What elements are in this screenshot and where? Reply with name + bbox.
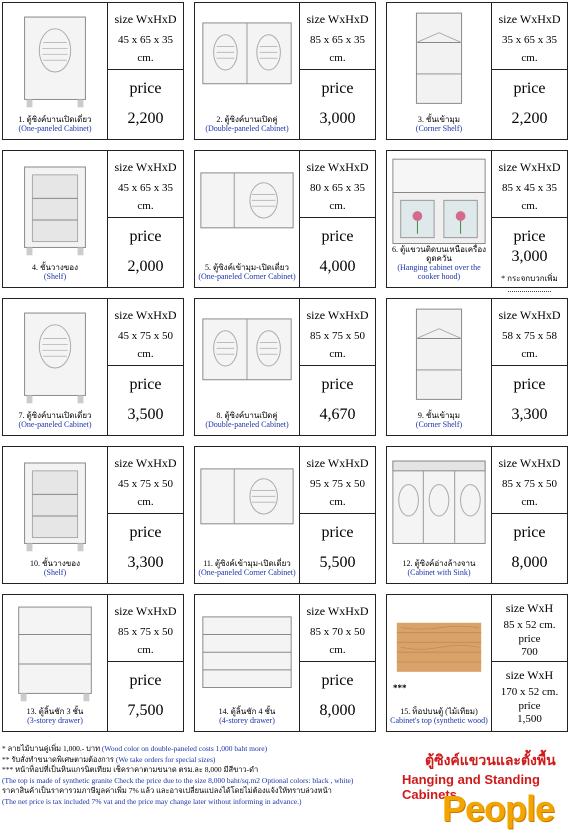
item-caption-th: 5. ตู้ซิงค์เข้ามุม-เปิดเดี่ยว	[205, 263, 289, 272]
size-label: size WxHxD	[306, 456, 369, 470]
item-9-cell	[384, 296, 574, 440]
item-price: 3,000	[511, 248, 548, 265]
item-caption-en: (Shelf)	[43, 568, 67, 577]
item-caption-en: (One-paneled Corner Cabinet)	[198, 272, 296, 281]
item-size-box	[300, 446, 376, 514]
item-size-box	[300, 2, 376, 70]
size-label: size WxHxD	[498, 12, 561, 26]
item-caption-en: (Corner Shelf)	[415, 420, 463, 429]
item-size: 95 x 75 x 50	[310, 478, 365, 490]
item-size-box	[108, 298, 184, 366]
item-size-box	[108, 594, 184, 662]
price-label: price	[321, 672, 354, 689]
item-picture	[194, 298, 300, 436]
item-price: 8,000	[511, 554, 548, 571]
item-price-box	[108, 366, 184, 436]
item-caption	[387, 245, 491, 281]
item-price-box: price 3,000 * กระจกบวกเพิ่ม ......................	[492, 218, 568, 288]
item-picture	[2, 446, 108, 584]
brand-logo: People	[442, 788, 555, 829]
size-label: size WxHxD	[114, 160, 177, 174]
item-size-box	[492, 298, 568, 366]
item-caption-en: (Cabinet with Sink)	[407, 568, 471, 577]
footnote-4-en: (The net price is tax included 7% vat and the price may change later without informing in advance.)	[2, 796, 302, 806]
item-picture	[2, 2, 108, 140]
item-size-box	[300, 298, 376, 366]
item-caption	[3, 411, 107, 429]
item-caption	[387, 411, 491, 429]
size-label: size WxHxD	[498, 160, 561, 174]
price-label: price	[321, 228, 354, 245]
item-size-unit: cm.	[137, 644, 154, 656]
item-price: 8,000	[319, 702, 356, 719]
item-11-cell	[192, 444, 382, 588]
item-size: 35 x 65 x 35	[502, 34, 557, 46]
item-picture	[194, 2, 300, 140]
item-size-unit: cm.	[329, 496, 346, 508]
item-caption-th: 8. ตู้ซิงค์บานเปิดคู่	[216, 411, 278, 420]
item-size-unit: cm.	[137, 348, 154, 360]
item-15-picture	[386, 594, 492, 732]
price-label: price	[513, 524, 546, 541]
item-caption-th: 2. ตู้ซิงค์บานเปิดคู่	[216, 115, 278, 124]
item-price-box	[300, 218, 376, 288]
item-price: 2,000	[127, 258, 164, 275]
item-size: 85 x 45 x 35	[502, 182, 557, 194]
item-caption-en: (3-storey drawer)	[27, 716, 83, 725]
item-6-cell	[384, 148, 574, 292]
item-caption-en: (One-paneled Corner Cabinet)	[198, 568, 296, 577]
item-size: 85 x 75 x 50	[118, 626, 173, 638]
item-size-box	[492, 446, 568, 514]
item-price-box	[492, 514, 568, 584]
item-size: 85 x 65 x 35	[310, 34, 365, 46]
item-1-cell	[0, 0, 190, 144]
item-size-unit: cm.	[521, 348, 538, 360]
item-caption	[195, 411, 299, 429]
item-size-unit: cm.	[521, 52, 538, 64]
item-price: 3,000	[319, 110, 356, 127]
item-size-unit: cm.	[329, 200, 346, 212]
item-size: 45 x 75 x 50	[118, 330, 173, 342]
item-picture	[2, 150, 108, 288]
item-caption-th: 13. ตู้ลิ้นชัก 3 ชั้น	[26, 707, 84, 716]
price-label: price	[321, 376, 354, 393]
item-caption-th: 1. ตู้ซิงค์บานเปิดเดี่ยว	[18, 115, 92, 124]
item-caption	[3, 707, 107, 725]
item-picture	[194, 150, 300, 288]
item-3-cell	[384, 0, 574, 144]
item-caption-th: 7. ตู้ซิงค์บานเปิดเดี่ยว	[18, 411, 92, 420]
footnote-4: ราคาสินค้าเป็นราคารวมภาษีมูลค่าเพิ่ม 7% แล้ว และอาจเปลี่ยนแปลงได้โดยไม่ต้องแจ้งให้ทราบล่วงหน้า	[2, 786, 332, 795]
item-price-box	[108, 514, 184, 584]
item-price-box	[300, 514, 376, 584]
item-size-unit: cm.	[137, 200, 154, 212]
item-size-unit: cm.	[329, 348, 346, 360]
item-caption-th: 12. ตู้ซิงค์อ่างล้างจาน	[402, 559, 476, 568]
item-15-size-2-box: size WxH 170 x 52 cm. price 1,500	[492, 662, 568, 732]
price-label: price	[513, 80, 546, 97]
item-caption-en: (Shelf)	[43, 272, 67, 281]
price-label: price	[321, 524, 354, 541]
item-size-unit: cm.	[329, 52, 346, 64]
item-size: 45 x 65 x 35	[118, 182, 173, 194]
item-size-box	[492, 150, 568, 218]
price-label: price	[129, 228, 162, 245]
item-caption	[387, 115, 491, 133]
size-label: size WxHxD	[114, 308, 177, 322]
item-picture	[2, 594, 108, 732]
item-price: 5,500	[319, 554, 356, 571]
item-picture	[386, 298, 492, 436]
item-size: 80 x 65 x 35	[310, 182, 365, 194]
item-15-cell	[384, 592, 574, 736]
item-price: 4,670	[319, 406, 356, 423]
size-label: size WxHxD	[306, 308, 369, 322]
item-price: 3,500	[127, 406, 164, 423]
item-price: 4,000	[319, 258, 356, 275]
item-price-box	[300, 366, 376, 436]
item-15-caption: 15. ท็อปบนตู้ (ไม้เทียม) Cabinet's top (synthetic wood)	[387, 707, 491, 725]
item-size-box	[108, 150, 184, 218]
item-size-unit: cm.	[329, 644, 346, 656]
item-price-box	[108, 70, 184, 140]
item-15-size-1: 85 x 52 cm.	[503, 619, 556, 631]
item-caption-th: 11. ตู้ซิงค์เข้ามุม-เปิดเดี่ยว	[203, 559, 291, 568]
item-price: 2,200	[127, 110, 164, 127]
footnotes	[2, 744, 402, 807]
item-note: * กระจกบวกเพิ่ม	[501, 274, 558, 283]
item-caption-th: 14. ตู้ลิ้นชัก 4 ชั้น	[218, 707, 276, 716]
item-size-box	[108, 446, 184, 514]
item-price-box	[108, 662, 184, 732]
item-size-unit: cm.	[521, 496, 538, 508]
item-10-cell	[0, 444, 190, 588]
price-label: price	[513, 376, 546, 393]
item-picture	[2, 298, 108, 436]
size-label: size WxHxD	[498, 456, 561, 470]
item-caption-th: 4. ชั้นวางของ	[32, 263, 78, 272]
item-size: 85 x 75 x 50	[310, 330, 365, 342]
item-8-cell	[192, 296, 382, 440]
item-caption-en: (Double-paneled Cabinet)	[205, 124, 289, 133]
item-caption-en: (Hanging cabinet over the cooker hood)	[397, 263, 481, 281]
item-size-box	[300, 150, 376, 218]
item-7-cell	[0, 296, 190, 440]
item-caption	[3, 559, 107, 577]
item-caption	[3, 263, 107, 281]
item-caption-en: (One-paneled Cabinet)	[18, 124, 92, 133]
item-size-box	[492, 2, 568, 70]
title-thai: ตู้ซิงค์แขวนและตั้งพื้น	[425, 753, 556, 769]
item-caption-en: (Double-paneled Cabinet)	[205, 420, 289, 429]
footnote-3-en: (The top is made of synthetic granite Check the price due to the size 8,000 baht/sq.m2 Optional colors: black , white)	[2, 775, 354, 785]
item-size: 45 x 75 x 50	[118, 478, 173, 490]
item-size-unit: cm.	[137, 52, 154, 64]
item-15-caption-en: Cabinet's top (synthetic wood)	[390, 716, 488, 725]
item-5-cell	[192, 148, 382, 292]
item-15-price-1: 700	[521, 646, 538, 658]
price-label: price	[321, 80, 354, 97]
item-picture	[386, 446, 492, 584]
size-label: size WxHxD	[306, 12, 369, 26]
item-caption	[3, 115, 107, 133]
item-caption-th: 6. ตู้แขวนติดบนเหนือเครื่องดูดควัน	[391, 245, 487, 263]
item-15-size-1-box: size WxH 85 x 52 cm. price 700	[492, 594, 568, 662]
size-label: size WxHxD	[306, 604, 369, 618]
item-size: 58 x 75 x 58	[502, 330, 557, 342]
item-price-box	[492, 366, 568, 436]
item-15-size-2: 170 x 52 cm.	[500, 686, 559, 698]
item-caption	[195, 115, 299, 133]
price-label: price	[129, 524, 162, 541]
item-price-box	[300, 662, 376, 732]
size-label: size WxHxD	[114, 604, 177, 618]
item-caption	[195, 707, 299, 725]
item-picture	[386, 2, 492, 140]
price-label: price	[129, 80, 162, 97]
item-price: 3,300	[127, 554, 164, 571]
item-price-box	[300, 70, 376, 140]
size-label: size WxHxD	[498, 308, 561, 322]
price-label: price	[129, 672, 162, 689]
item-price: 7,500	[127, 702, 164, 719]
footnote-1: * ลายไม้บานคู่เพิ่ม 1,000.- บาท (Wood color on double-paneled costs 1,000 baht more)	[2, 744, 268, 753]
item-4-cell	[0, 148, 190, 292]
item-price: 3,300	[511, 406, 548, 423]
footnote-2: ** รับสั่งทำขนาดพิเศษตามต้องการ (We take orders for special sizes)	[2, 754, 216, 764]
item-price: 2,200	[511, 110, 548, 127]
item-13-cell	[0, 592, 190, 736]
item-size: 45 x 65 x 35	[118, 34, 173, 46]
item-size: 85 x 75 x 50	[502, 478, 557, 490]
item-caption	[387, 559, 491, 577]
item-2-cell	[192, 0, 382, 144]
item-15-price-2: 1,500	[517, 713, 542, 725]
item-size-unit: cm.	[521, 200, 538, 212]
item-15-stars: ***	[393, 683, 407, 693]
size-label: size WxHxD	[306, 160, 369, 174]
item-caption	[195, 559, 299, 577]
item-caption-en: (4-storey drawer)	[219, 716, 275, 725]
size-label: size WxHxD	[114, 12, 177, 26]
item-caption-en: (One-paneled Cabinet)	[18, 420, 92, 429]
item-price-box	[108, 218, 184, 288]
item-12-cell	[384, 444, 574, 588]
price-label: price	[129, 376, 162, 393]
item-picture	[194, 594, 300, 732]
item-size-box	[108, 2, 184, 70]
item-picture	[386, 150, 492, 288]
item-caption-th: 9. ชั้นเข้ามุม	[417, 411, 461, 420]
item-14-cell	[192, 592, 382, 736]
item-picture	[194, 446, 300, 584]
item-caption-th: 3. ชั้นเข้ามุม	[417, 115, 461, 124]
size-label: size WxHxD	[114, 456, 177, 470]
item-size-unit: cm.	[137, 496, 154, 508]
title-english: Hanging and Standing Cabinets	[402, 772, 540, 802]
item-caption	[195, 263, 299, 281]
item-size: 85 x 70 x 50	[310, 626, 365, 638]
item-caption-en: (Corner Shelf)	[415, 124, 463, 133]
item-price-box	[492, 70, 568, 140]
price-label: price	[513, 228, 546, 245]
footnote-3: *** หน้าท็อปที่เป็นหินแกรนิตเทียม เช็คราคาตามขนาด ตรม.ละ 8,000 มีสีขาว-ดำ	[2, 765, 259, 774]
item-size-box	[300, 594, 376, 662]
item-caption-th: 10. ชั้นวางของ	[30, 559, 80, 568]
